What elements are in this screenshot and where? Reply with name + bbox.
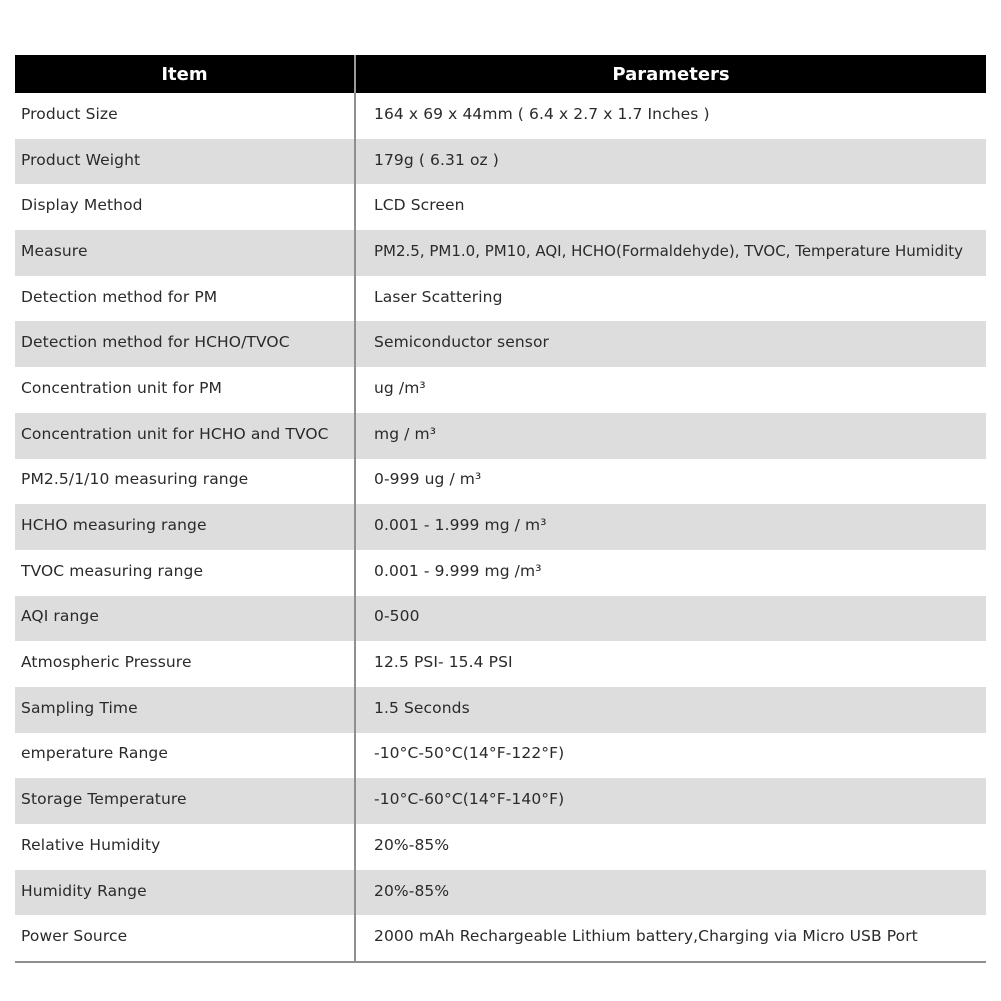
parameter-cell: 20%-85% — [374, 835, 450, 854]
item-cell: Sampling Time — [15, 687, 355, 733]
item-cell: AQI range — [15, 596, 355, 642]
item-cell: Display Method — [15, 184, 355, 230]
item-cell: PM2.5/1/10 measuring range — [15, 459, 355, 505]
table-row — [15, 276, 986, 322]
item-cell: Power Source — [15, 915, 355, 962]
parameter-cell: 164 x 69 x 44mm ( 6.4 x 2.7 x 1.7 Inches ) — [374, 104, 710, 123]
parameter-cell: -10°C-60°C(14°F-140°F) — [355, 778, 986, 824]
column-header-item: Item — [15, 55, 355, 93]
table-row — [15, 230, 986, 276]
parameter-cell: -10°C-50°C(14°F-122°F) — [374, 744, 565, 763]
table-row — [15, 641, 986, 687]
table-row — [15, 367, 986, 413]
table-row — [15, 93, 986, 139]
parameter-cell: 12.5 PSI- 15.4 PSI — [374, 653, 513, 672]
table-row — [15, 915, 986, 962]
parameter-cell: 1.5 Seconds — [355, 687, 986, 733]
parameter-cell: Laser Scattering — [374, 287, 503, 306]
table-row — [15, 413, 986, 459]
item-cell: HCHO measuring range — [15, 504, 355, 550]
item-cell: Concentration unit for HCHO and TVOC — [15, 413, 355, 459]
table-row — [15, 459, 986, 505]
column-header-parameters: Parameters — [355, 55, 986, 93]
parameter-cell: Semiconductor sensor — [355, 321, 986, 367]
table-row — [15, 139, 986, 185]
table-row — [15, 504, 986, 550]
table-row — [15, 687, 986, 733]
item-cell: Product Size — [15, 93, 355, 139]
parameter-cell: mg / m³ — [355, 413, 986, 459]
table-row — [15, 321, 986, 367]
item-cell: Detection method for PM — [15, 276, 355, 322]
spec-table — [15, 55, 986, 963]
item-cell: Atmospheric Pressure — [15, 641, 355, 687]
parameter-cell: 0-500 — [355, 596, 986, 642]
parameter-cell: 20%-85% — [355, 870, 986, 916]
table-row — [15, 778, 986, 824]
item-cell: Measure — [15, 230, 355, 276]
parameter-cell: 0.001 - 1.999 mg / m³ — [355, 504, 986, 550]
item-cell: Concentration unit for PM — [15, 367, 355, 413]
table-header-row — [15, 55, 986, 93]
table-row — [15, 550, 986, 596]
item-cell: Relative Humidity — [15, 824, 355, 870]
parameter-cell: PM2.5, PM1.0, PM10, AQI, HCHO(Formaldehyde), TVOC, Temperature Humidity — [355, 230, 986, 276]
parameter-cell: 179g ( 6.31 oz ) — [355, 139, 986, 185]
parameter-cell: 2000 mAh Rechargeable Lithium battery,Charging via Micro USB Port — [355, 915, 986, 962]
table-row — [15, 870, 986, 916]
table-row — [15, 596, 986, 642]
table-row — [15, 824, 986, 870]
parameter-cell: ug /m³ — [374, 378, 426, 397]
item-cell: emperature Range — [15, 733, 355, 779]
parameter-cell: 0-999 ug / m³ — [374, 470, 482, 489]
item-cell: TVOC measuring range — [15, 550, 355, 596]
item-cell: Product Weight — [15, 139, 355, 185]
item-cell: Detection method for HCHO/TVOC — [15, 321, 355, 367]
parameter-cell: 0.001 - 9.999 mg /m³ — [374, 561, 542, 580]
item-cell: Storage Temperature — [15, 778, 355, 824]
table-row — [15, 733, 986, 779]
parameter-cell: LCD Screen — [374, 196, 465, 215]
table-row — [15, 184, 986, 230]
item-cell: Humidity Range — [15, 870, 355, 916]
